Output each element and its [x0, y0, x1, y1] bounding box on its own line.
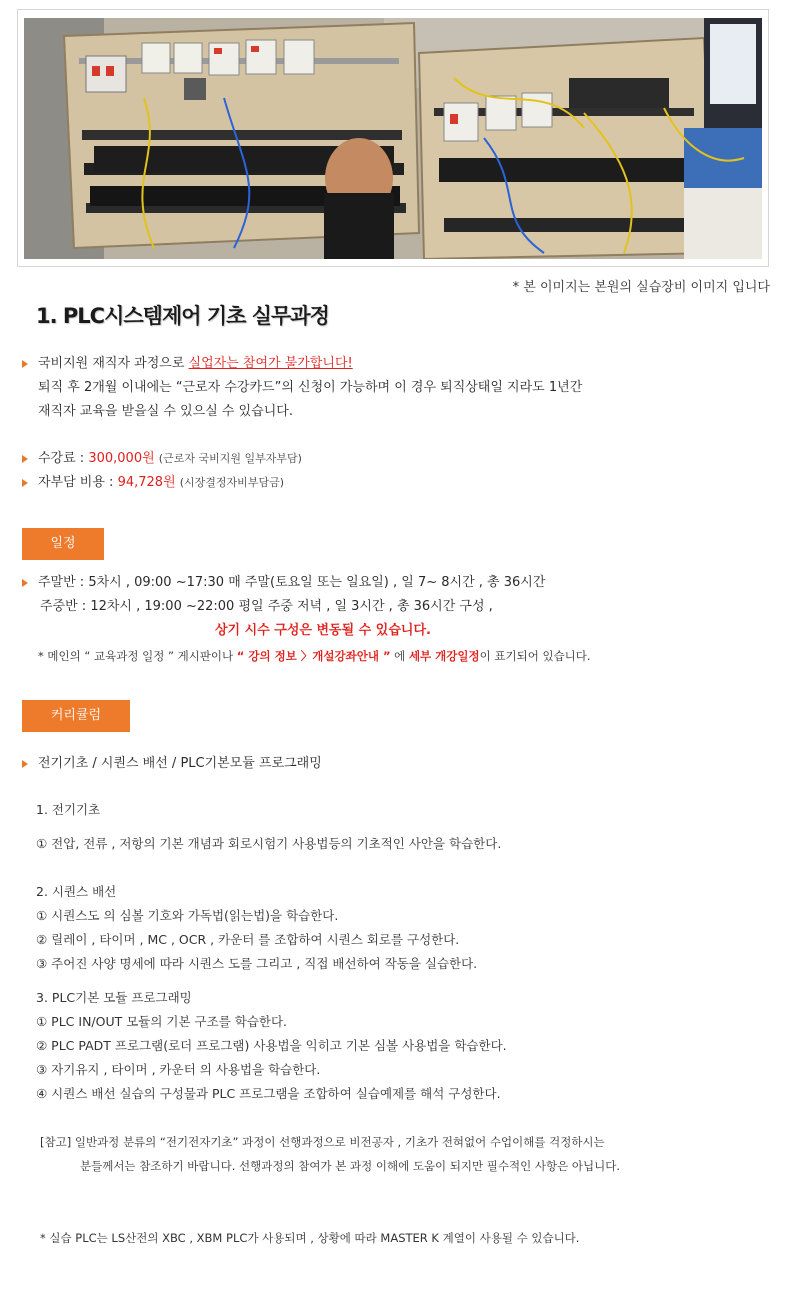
schedule-note: * 메인의 “ 교육과정 일정 ” 게시판이나 “ 강의 정보 〉개설강좌안내 ” 에 세부 개강일정이 표기되어 있습니다.: [38, 649, 591, 663]
self-pay-note: (시장결정자비부담금): [179, 476, 284, 489]
reference-note-line-1: [참고] 일반과정 분류의 “전기전자기초” 과정이 선행과정으로 비전공자 , 기초가 전혀없어 수업이해를 걱정하시는: [40, 1135, 605, 1149]
bullet-arrow-icon: [22, 360, 28, 368]
section-3-item: ① PLC IN/OUT 모듈의 기본 구조를 학습한다.: [36, 1014, 288, 1029]
schedule-warning: 상기 시수 구성은 변동될 수 있습니다.: [215, 623, 431, 638]
intro-block: [22, 352, 582, 424]
section-2-item: ① 시퀀스도 의 심볼 기호와 가독법(읽는법)을 학습한다.: [36, 908, 339, 923]
photo-frame: [17, 9, 769, 267]
lecture-info-link[interactable]: “ 강의 정보 〉개설강좌안내 ”: [236, 649, 391, 663]
section-2-item: ② 릴레이 , 타이머 , MC , OCR , 카운터 를 조합하여 시퀀스 회로를 구성한다.: [36, 932, 460, 947]
section-2-item: ③ 주어진 사양 명세에 따라 시퀀스 도를 그리고 , 직접 배선하여 작동을 실습한다.: [36, 956, 478, 971]
page-title: 1. PLC시스템제어 기초 실무과정: [36, 304, 329, 328]
section-3-title: 3. PLC기본 모듈 프로그래밍: [36, 990, 192, 1005]
section-1-title: 1. 전기기초: [36, 802, 101, 817]
section-3-item: ④ 시퀀스 배선 실습의 구성물과 PLC 프로그램을 조합하여 실습예제를 해석 구성한다.: [36, 1086, 501, 1101]
schedule-block: [22, 571, 545, 643]
bullet-arrow-icon: [22, 760, 28, 768]
photo-caption: * 본 이미지는 본원의 실습장비 이미지 입니다: [512, 280, 770, 295]
bullet-arrow-icon: [22, 455, 28, 463]
curriculum-badge: 커리큘럼: [22, 700, 130, 732]
curriculum-summary: 전기기초 / 시퀀스 배선 / PLC기본모듈 프로그래밍: [22, 752, 322, 776]
intro-line-2: 퇴직 후 2개월 이내에는 “근로자 수강카드”의 신청이 가능하며 이 경우 퇴직상태일 지라도 1년간: [38, 380, 583, 395]
section-2-title: 2. 시퀀스 배선: [36, 884, 117, 899]
intro-line-1: 국비지원 재직자 과정으로 실업자는 참여가 불가합니다!: [22, 352, 582, 376]
bullet-arrow-icon: [22, 479, 28, 487]
opening-schedule-text: 세부 개강일정: [408, 649, 480, 663]
unemployed-warning: 실업자는 참여가 불가합니다!: [188, 356, 353, 371]
section-3-item: ② PLC PADT 프로그램(로더 프로그램) 사용법을 익히고 기본 심볼 사용법을 학습한다.: [36, 1038, 507, 1053]
photo-illustration: [24, 18, 762, 259]
reference-note-line-2: 분들께서는 참조하기 바랍니다. 선행과정의 참여가 본 과정 이해에 도움이 되지만 필수적인 사항은 아닙니다.: [80, 1159, 620, 1173]
intro-line-3: 재직자 교육을 받을실 수 있으실 수 있습니다.: [38, 404, 293, 419]
tuition-row: 수강료 : 300,000원 (근로자 국비지원 일부자부담): [22, 447, 302, 471]
footer-note: * 실습 PLC는 LS산전의 XBC , XBM PLC가 사용되며 , 상황에 따라 MASTER K 계열이 사용될 수 있습니다.: [40, 1231, 580, 1245]
bullet-arrow-icon: [22, 579, 28, 587]
self-pay-value: 94,728원: [117, 475, 176, 490]
tuition-note: (근로자 국비지원 일부자부담): [158, 452, 302, 465]
section-1-item: ① 전압, 전류 , 저항의 기본 개념과 회로시험기 사용법등의 기초적인 사안을 학습한다.: [36, 836, 502, 851]
self-pay-row: 자부담 비용 : 94,728원 (시장결정자비부담금): [22, 471, 302, 495]
weekend-class: 주말반 : 5차시 , 09:00 ~17:30 매 주말(토요일 또는 일요일) , 일 7~ 8시간 , 총 36시간: [22, 571, 545, 595]
weekday-class: 주중반 : 12차시 , 19:00 ~22:00 평일 주중 저녁 , 일 3시간 , 총 36시간 구성 ,: [40, 599, 493, 614]
fees-block: [22, 447, 302, 495]
section-3-item: ③ 자기유지 , 타이머 , 카운터 의 사용법을 학습한다.: [36, 1062, 321, 1077]
tuition-value: 300,000원: [88, 451, 155, 466]
training-equipment-photo: [24, 18, 762, 259]
schedule-badge: 일정: [22, 528, 104, 560]
